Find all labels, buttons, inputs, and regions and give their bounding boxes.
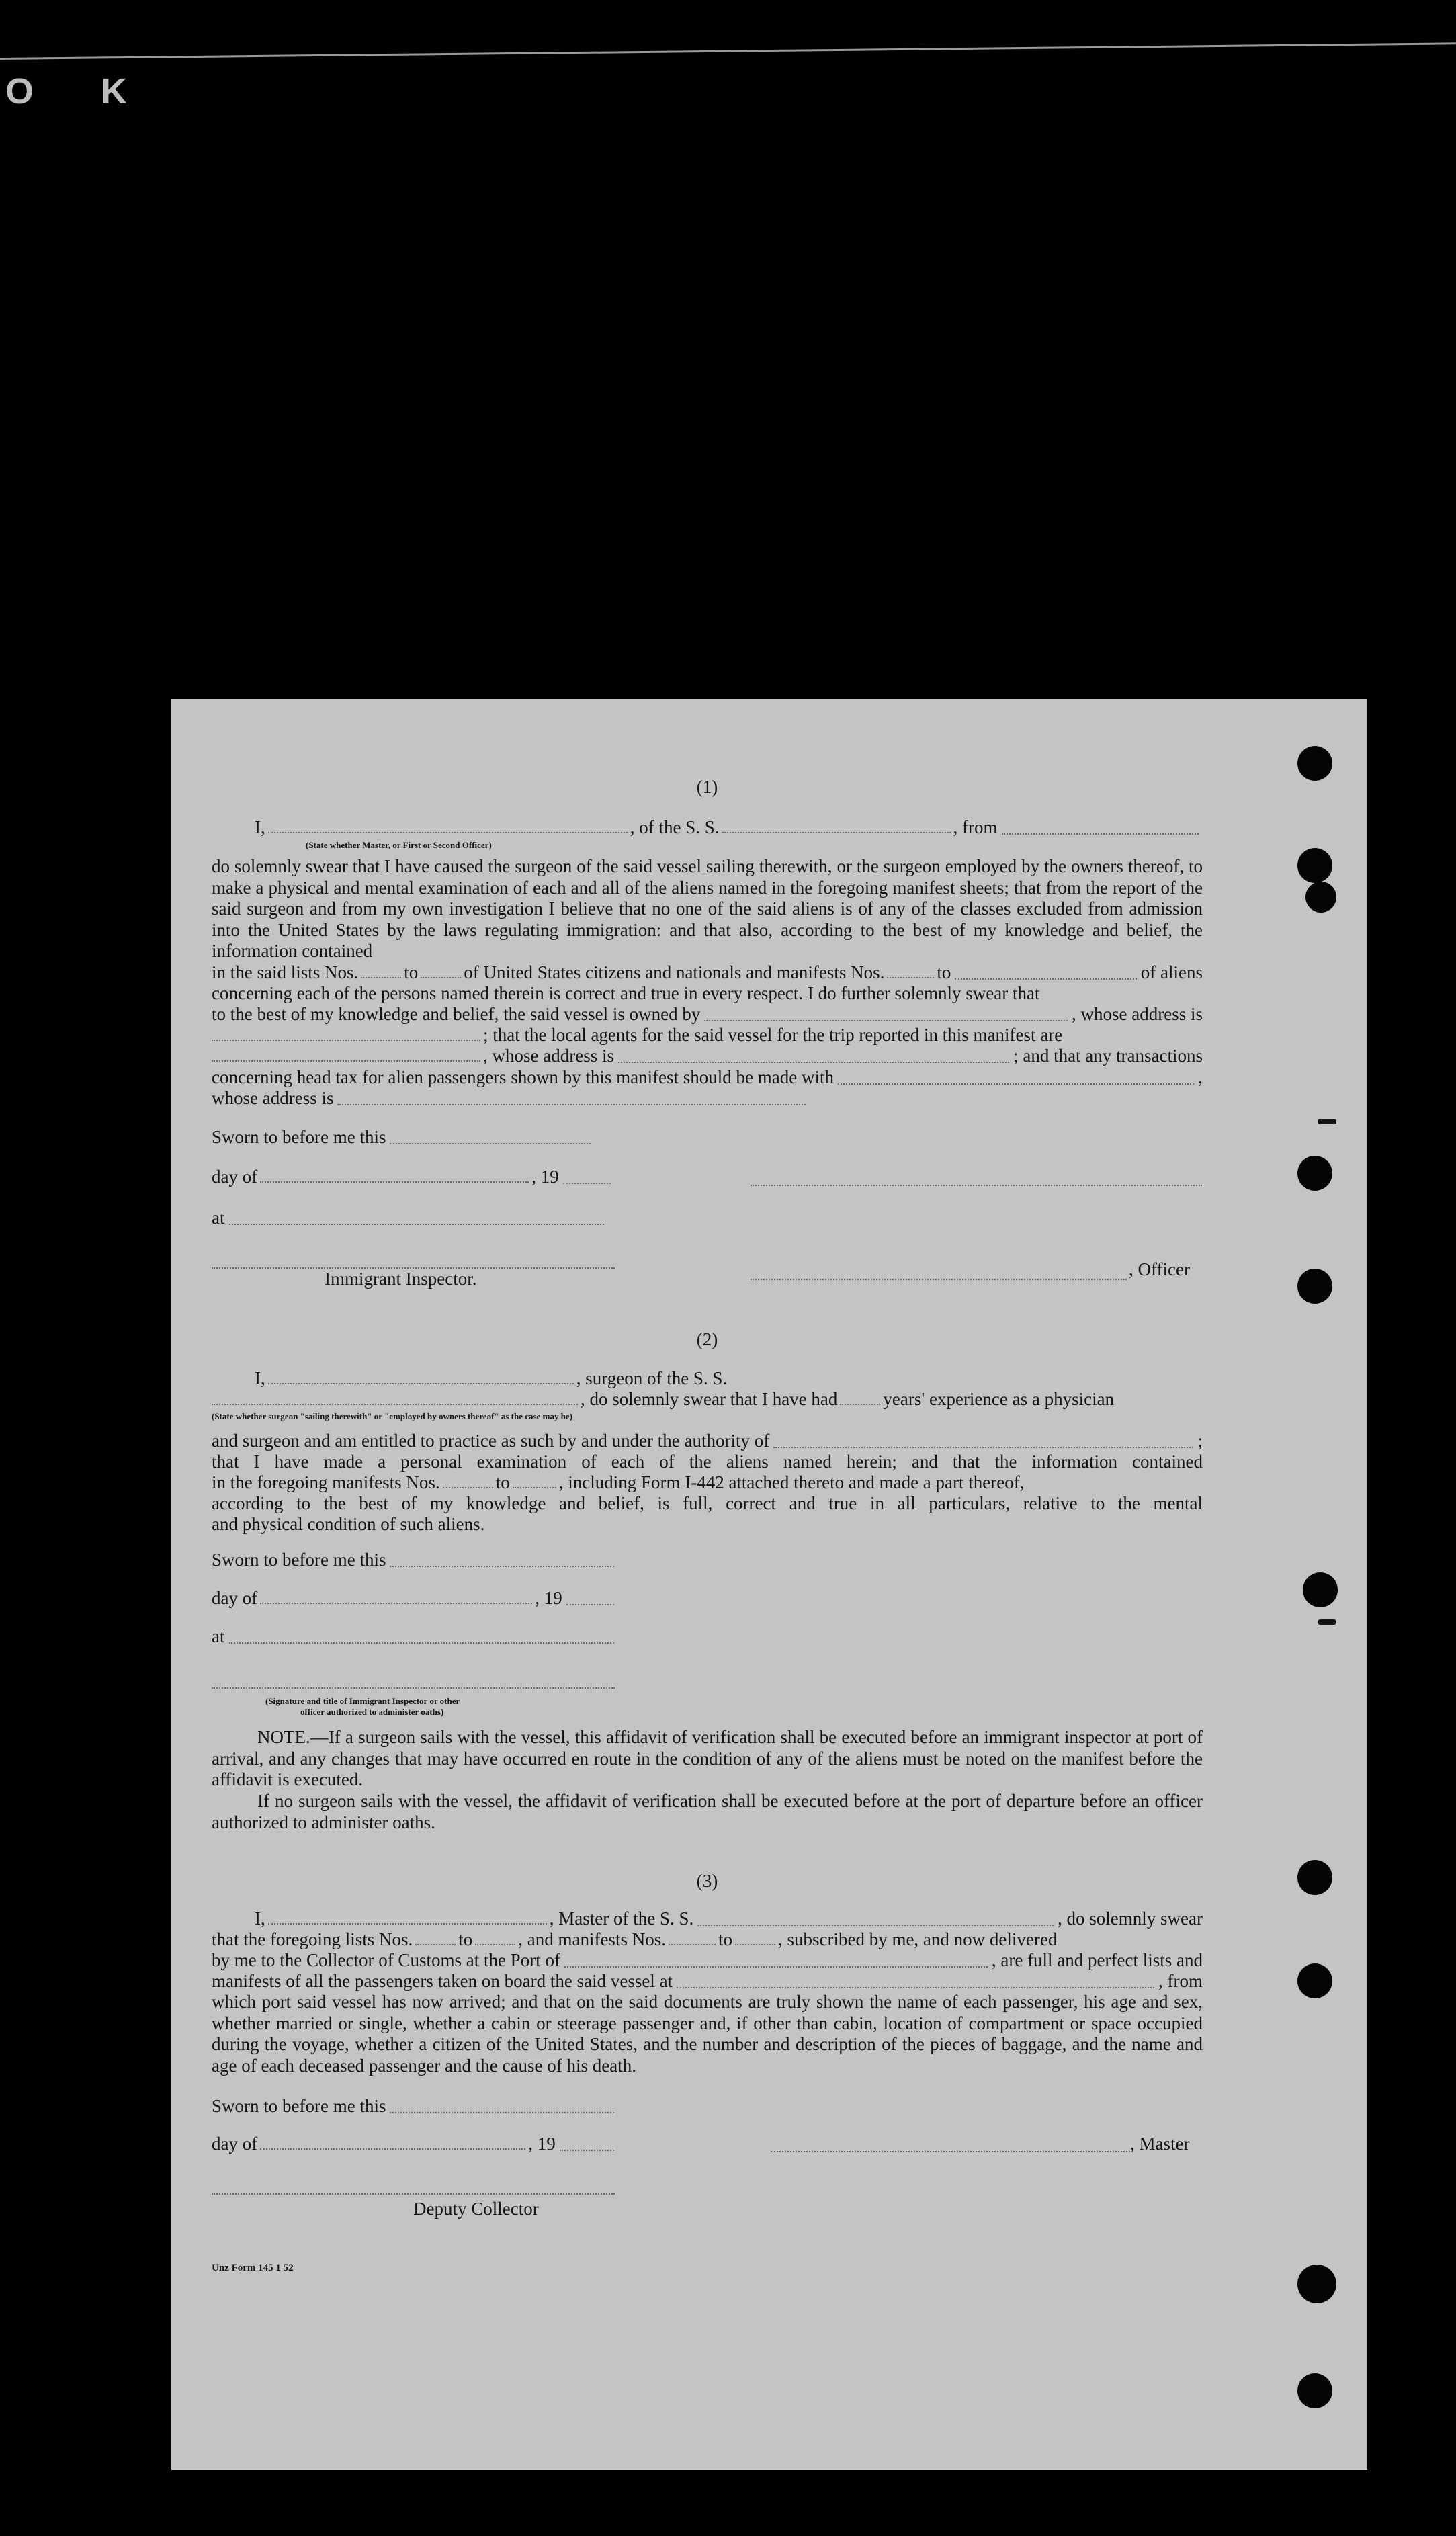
inspector-signature-line[interactable] <box>212 1687 615 1689</box>
label: I, <box>255 1368 265 1388</box>
label: , whose address is <box>483 1046 614 1066</box>
punch-hole <box>1297 848 1332 883</box>
manifest-to-field[interactable] <box>513 1486 556 1488</box>
at-place-field[interactable] <box>229 1642 615 1644</box>
punch-hole <box>1297 1156 1332 1191</box>
manifest-to-field[interactable] <box>735 1943 775 1945</box>
label: Sworn to before me this <box>212 1550 386 1570</box>
sec2-line-years <box>212 1389 1203 1410</box>
sworn-day-field[interactable] <box>390 1142 591 1144</box>
label: , are full and perfect lists and <box>991 1950 1203 1970</box>
label: ; <box>1197 1431 1203 1451</box>
form-number: Unz Form 145 1 52 <box>212 2263 294 2273</box>
sec2-line-surgeon <box>212 1368 776 1390</box>
label: , surgeon of the S. S. <box>576 1368 728 1388</box>
edge-mark-k: K <box>101 71 127 112</box>
list-to-field[interactable] <box>475 1943 515 1945</box>
label: that the foregoing lists Nos. <box>212 1929 413 1949</box>
label: , do solemnly swear that I have had <box>581 1389 838 1409</box>
tape-mark <box>1318 1619 1336 1625</box>
label: day of <box>212 1167 258 1187</box>
note-paragraph: NOTE.—If a surgeon sails with the vessel, this affidavit of verification shall be executed before an immigrant inspector at port of arrival, and any changes that may have occurred en route in the condition of any of the aliens must be noted on the manifest before the affidavit is executed. <box>212 1727 1203 1789</box>
label: of United States citizens and nationals and manifests Nos. <box>464 962 885 982</box>
label: , subscribed by me, and now delivered <box>777 1929 1058 1949</box>
owner-field[interactable] <box>704 1019 1068 1021</box>
list-from-field[interactable] <box>361 976 401 978</box>
surgeon-vessel-field[interactable] <box>212 1403 578 1405</box>
sec3-line-boarded <box>212 1971 1203 1992</box>
label: day of <box>212 2133 258 2154</box>
punch-hole <box>1303 1572 1338 1607</box>
headtax-field[interactable] <box>838 1083 1194 1085</box>
label: to <box>404 962 419 982</box>
edge-mark-o: O <box>5 71 34 112</box>
master-label: , Master <box>1130 2133 1190 2154</box>
label: ; and that any transactions <box>1013 1046 1203 1066</box>
sec3-line-port <box>212 1950 1203 1972</box>
label: ; that the local agents for the said vessel for the trip reported in this manifest are <box>483 1025 1063 1045</box>
label: , Master of the S. S. <box>549 1908 694 1929</box>
year-field[interactable] <box>560 2149 614 2151</box>
officer-note: (State whether Master, or First or Second Officer) <box>306 840 492 850</box>
owner-address-field[interactable] <box>212 1039 480 1041</box>
label: to <box>937 962 951 982</box>
sec1-line-agent-address <box>212 1046 1203 1067</box>
scan-edge-line <box>0 42 1456 60</box>
punch-hole <box>1297 2265 1336 2303</box>
sec2-sworn <box>212 1550 618 1571</box>
day-month-field[interactable] <box>260 1602 532 1604</box>
agents-address-field[interactable] <box>618 1061 1009 1063</box>
immigrant-inspector-label: Immigrant Inspector. <box>325 1269 477 1289</box>
manifest-affidavit-page <box>171 699 1367 2470</box>
sworn-day-field[interactable] <box>390 2111 614 2113</box>
list-from-field[interactable] <box>415 1943 456 1945</box>
label: I, <box>255 817 265 837</box>
manifest-to-field[interactable] <box>955 978 1136 980</box>
section-1-number: (1) <box>696 777 718 797</box>
label: , including Form I-442 attached thereto and made a part thereof, <box>558 1472 1025 1492</box>
label: Sworn to before me this <box>212 2096 386 2116</box>
label: Sworn to before me this <box>212 1127 386 1147</box>
master-signature-line[interactable] <box>771 2150 1130 2152</box>
punch-hole <box>1297 1860 1332 1895</box>
sec3-sworn <box>212 2096 618 2117</box>
manifest-from-field[interactable] <box>443 1486 493 1488</box>
sec1-line-concerning <box>212 983 1203 1005</box>
from-port-field[interactable] <box>1002 833 1199 835</box>
label: to the best of my knowledge and belief, the said vessel is owned by <box>212 1004 701 1024</box>
master-name-field[interactable] <box>268 1922 547 1925</box>
sec2-at <box>212 1626 618 1648</box>
deputy-collector-label: Deputy Collector <box>413 2199 539 2219</box>
label: , whose address is <box>1072 1004 1203 1024</box>
label: , <box>1198 1067 1203 1087</box>
punch-hole <box>1297 1269 1332 1304</box>
label: day of <box>212 1588 258 1608</box>
sec1-line-nos <box>212 962 1203 984</box>
sec1-sworn <box>212 1127 595 1148</box>
sec2-dayof <box>212 1588 618 1609</box>
sec2-line-examination: that I have made a personal examination of each of the aliens named herein; and that the information contained <box>212 1451 1203 1472</box>
sworn-day-field[interactable] <box>390 1565 614 1567</box>
sec1-line-agents <box>212 1025 1203 1046</box>
at-place-field[interactable] <box>229 1223 605 1225</box>
punch-hole <box>1297 2373 1332 2408</box>
label: , do solemnly swear <box>1058 1908 1203 1929</box>
day-month-field[interactable] <box>260 1181 529 1183</box>
vessel-field[interactable] <box>697 1924 1054 1926</box>
manifest-from-field[interactable] <box>887 976 934 978</box>
headtax-address-field[interactable] <box>337 1103 806 1105</box>
sec3-line-master <box>212 1908 1203 1930</box>
years-field[interactable] <box>840 1403 880 1405</box>
sec2-line-authority <box>212 1431 1203 1452</box>
year-field[interactable] <box>563 1182 611 1184</box>
manifest-from-field[interactable] <box>669 1943 716 1945</box>
label: , from <box>1158 1971 1203 1991</box>
label: by me to the Collector of Customs at the Port of <box>212 1950 560 1970</box>
label: , from <box>953 817 998 837</box>
label: , of the S. S. <box>630 817 720 837</box>
label: to <box>495 1472 510 1492</box>
section-3-number: (3) <box>696 1871 718 1891</box>
label: I, <box>255 1908 265 1929</box>
section-2-number: (2) <box>696 1329 718 1349</box>
label: in the said lists Nos. <box>212 962 359 982</box>
label: , and manifests Nos. <box>518 1929 666 1949</box>
note-paragraph-2: If no surgeon sails with the vessel, the affidavit of verification shall be executed before at the port of departure before an officer authorized to administer oaths. <box>212 1791 1203 1832</box>
list-to-field[interactable] <box>421 976 461 978</box>
sec2-line-knowledge: according to the best of my knowledge and belief, is full, correct and true in all particulars, relative to the mental <box>212 1493 1203 1513</box>
label: years' experience as a physician <box>883 1389 1115 1409</box>
sec1-line-whose <box>212 1088 810 1109</box>
label: manifests of all the passengers taken on board the said vessel at <box>212 1971 673 1991</box>
label: , 19 <box>531 1167 559 1187</box>
sec3-dayof <box>212 2133 618 2155</box>
sec1-paragraph: do solemnly swear that I have caused the surgeon of the said vessel sailing therewith, or the surgeon employed by the owners thereof, to make a physical and mental examination of each and all of the aliens named in the foregoing manifest sheets; that from the report of the said surgeon and from my own investigation I believe that no one of the said aliens is of any of the classes excluded from admission into the United States by the laws regulating immigration: and that also, according to the best of my knowledge and belief, the information contained <box>212 856 1203 961</box>
label: to <box>458 1929 473 1949</box>
punch-hole <box>1297 746 1332 781</box>
officer-name-line[interactable] <box>751 1278 1127 1280</box>
sec1-dayof <box>212 1167 615 1188</box>
surgeon-note: (State whether surgeon "sailing therewith" or "employed by owners thereof" as the case may be) <box>212 1411 573 1421</box>
sec1-line-owned <box>212 1004 1203 1025</box>
authority-field[interactable] <box>773 1446 1193 1448</box>
sec2-line-condition: and physical condition of such aliens. <box>212 1514 485 1534</box>
label: at <box>212 1208 225 1228</box>
sec1-at <box>212 1208 608 1229</box>
sec2-line-manifests <box>212 1472 1203 1494</box>
officer-label: , Officer <box>1129 1259 1190 1279</box>
label: of aliens <box>1140 962 1203 982</box>
punch-hole <box>1305 882 1336 913</box>
officer-field[interactable] <box>268 831 628 833</box>
label: whose address is <box>212 1088 334 1108</box>
year-field[interactable] <box>566 1603 614 1605</box>
vessel-field[interactable] <box>722 831 951 833</box>
label: concerning head tax for alien passengers shown by this manifest should be made with <box>212 1067 834 1087</box>
signature-note-2: officer authorized to administer oaths) <box>300 1707 444 1717</box>
port-field[interactable] <box>564 1966 988 1968</box>
sec1-line-headtax <box>212 1067 1203 1089</box>
label: at <box>212 1626 225 1646</box>
sec1-line-officer <box>212 817 1203 839</box>
label: concerning each of the persons named therein is correct and true in every respect. I do further solemnly swear that <box>212 983 1040 1003</box>
agents-field[interactable] <box>212 1060 480 1062</box>
punch-hole <box>1297 1963 1332 1998</box>
day-month-field[interactable] <box>260 2148 525 2150</box>
label: and surgeon and am entitled to practice as such by and under the authority of <box>212 1431 770 1451</box>
tape-mark <box>1318 1119 1336 1124</box>
sec3-line-lists <box>212 1929 1203 1951</box>
label: , 19 <box>528 2133 556 2154</box>
label: in the foregoing manifests Nos. <box>212 1472 440 1492</box>
label: to <box>718 1929 732 1949</box>
surgeon-name-field[interactable] <box>268 1382 574 1384</box>
officer-signature-line[interactable] <box>751 1184 1202 1186</box>
signature-note-1: (Signature and title of Immigrant Inspector or other <box>265 1696 460 1706</box>
label: , 19 <box>535 1588 562 1608</box>
sec3-paragraph: which port said vessel has now arrived; and that on the said documents are truly shown the name of each passenger, his age and sex, whether married or single, whether a cabin or steerage passenger and, if other than cabin, location of compartment or space occupied during the voyage, whether a citizen of the United States, and the number and description of the pieces of baggage, and the name and age of each deceased passenger and the cause of his death. <box>212 1992 1203 2076</box>
deputy-signature-line[interactable] <box>212 2193 615 2195</box>
departure-port-field[interactable] <box>677 1986 1154 1988</box>
